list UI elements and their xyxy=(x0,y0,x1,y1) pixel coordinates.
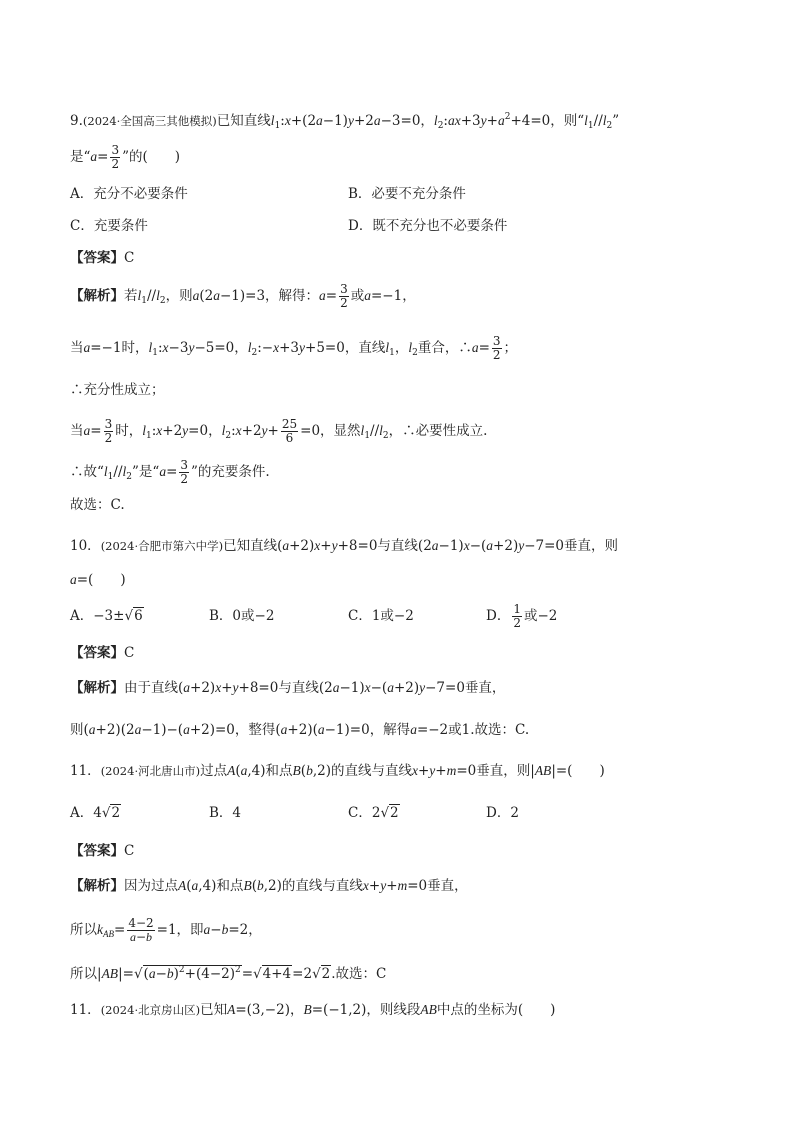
q9-analysis-line1: 【解析】若$l_1//l_2$，则a(2a−1)=3，解得：a= $\frac{3}{2}$ 或a=−1， xyxy=(70,282,416,310)
q9-stem: 9.(2024·全国高三其他模拟)已知直线$l_1:x+(2a-1)y+2a-3=0$，$l_2:ax+3y+a^2+4=0$，则“$l_1//l_2$” xyxy=(70,112,620,131)
q10-option-c: C．1或−2 xyxy=(348,608,414,624)
q11-analysis-line3: 所以$|AB|=√(a-b)^2+(4-2)^2=√4+4=2√2$.故选：C xyxy=(70,965,387,982)
q9-answer: 【答案】C xyxy=(70,250,135,266)
q9-analysis-line5: ∴故“$l_1//l_2$”是“a= $\frac{3}{2}$ ”的充要条件. xyxy=(70,458,270,486)
q11-option-c: C．2√2 xyxy=(348,805,399,821)
q10-stem-line2: a=( ) xyxy=(70,572,126,588)
q10-option-b: B．0或−2 xyxy=(209,608,275,624)
q10-analysis-line1: 【解析】由于直线(a+2)x+y+8=0与直线(2a−1)x−(a+2)y−7=0垂直， xyxy=(70,680,506,696)
q9-stem-line2: 是“a= $\frac{3}{2}$ ”的( ) xyxy=(70,143,181,171)
q12-stem: 11．(2024·北京房山区)已知A=(3,−2)，B=(−1,2)，则线段AB中点的坐标为( ) xyxy=(70,1002,556,1018)
q9-analysis-line3: ∴充分性成立； xyxy=(70,382,165,398)
q11-analysis-line1: 【解析】因为过点A(a,4)和点B(b,2)的直线与直线x+y+m=0垂直， xyxy=(70,878,468,894)
q9-option-b: B．必要不充分条件 xyxy=(348,186,466,202)
q10-stem: 10．(2024·合肥市第六中学)已知直线(a+2)x+y+8=0与直线(2a−1)x−(a+2)y−7=0垂直，则 xyxy=(70,538,619,554)
q11-option-b: B．4 xyxy=(209,805,242,821)
q10-option-a: A．−3±√6 xyxy=(70,608,143,624)
q10-answer: 【答案】C xyxy=(70,645,135,661)
q10-analysis-line2: 则(a+2)(2a−1)−(a+2)=0，整得(a+2)(a−1)=0，解得a=−2或1.故选：C. xyxy=(70,722,530,738)
q11-option-a: A．4√2 xyxy=(70,805,121,821)
q11-analysis-line2: 所以$k_{AB}=$ $\frac{4-2}{a-b}$ =1，即a−b=2， xyxy=(70,916,262,944)
q11-answer: 【答案】C xyxy=(70,843,135,859)
q11-option-d: D．2 xyxy=(486,805,519,821)
q11-stem: 11．(2024·河北唐山市)过点A(a,4)和点B(b,2)的直线与直线x+y+m=0垂直，则|AB|=( ) xyxy=(70,763,605,779)
q9-option-a: A．充分不必要条件 xyxy=(70,186,188,202)
q9-option-d: D．既不充分也不必要条件 xyxy=(348,218,508,234)
q9-analysis-line2: 当a=−1时，$l_1:x-3y-5=0$，$l_2:-x+3y+5=0$，直线$l_1$，$l_2$重合，∴a= $\frac{3}{2}$ ； xyxy=(70,334,518,362)
q9-analysis-line4: 当a= $\frac{3}{2}$ 时，$l_1:x+2y=0$，$l_2:x+2y+$ $\frac{25}{6}$ =0，显然$l_1//l_2$，∴必要性成立. xyxy=(70,417,488,445)
q9-analysis-line6: 故选：C. xyxy=(70,497,125,513)
q9-option-c: C．充要条件 xyxy=(70,218,148,234)
q10-option-d: D． $\frac{1}{2}$ 或−2 xyxy=(486,602,558,630)
